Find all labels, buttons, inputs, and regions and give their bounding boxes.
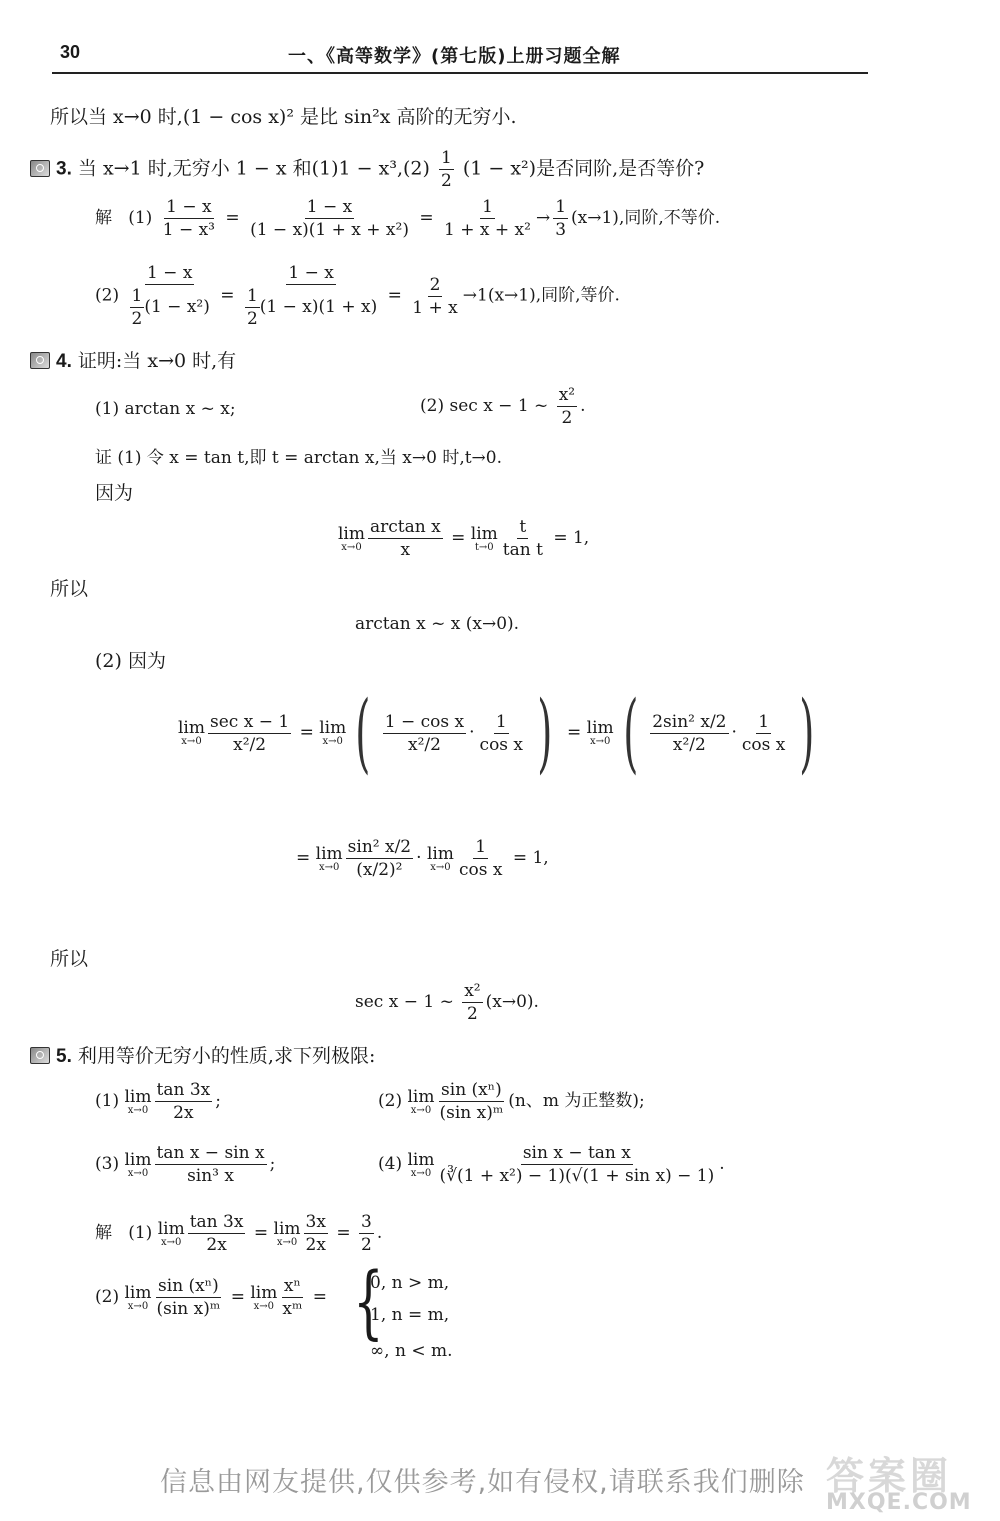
fraction: $\frac{3x}{2x}$ bbox=[305, 1212, 326, 1255]
equation-1: lim x→0 $\frac{\text{arctan x}}{x}$ = lim t→0 $\frac{t}{\text{tan t}}$ = 1, bbox=[338, 517, 590, 560]
limit-operator: lim x→0 bbox=[124, 1149, 152, 1179]
limit-operator: lim x→0 bbox=[315, 843, 343, 873]
problem-5-item-4: (4) lim x→0 $\frac{\text{sin x − tan x}}{\text{(∛(1 + x²) − 1)(√(1 + sin x) − 1)}}$ . bbox=[378, 1143, 725, 1186]
fraction: $\frac{\text{sin (xⁿ)}}{\text{(sin x)ᵐ}}$ bbox=[439, 1080, 504, 1123]
problem-5-solution-1: 解 (1) lim x→0 $\frac{\tan 3x}{2x}$ = lim x→0 $\frac{3x}{2x}$ = $\frac{3}{2}$ . bbox=[95, 1212, 383, 1255]
magnifier-icon bbox=[30, 1047, 50, 1064]
limit-operator: lim x→0 bbox=[407, 1086, 435, 1116]
fraction: $\frac{\text{sin x − tan x}}{\text{(∛(1 + x²) − 1)(√(1 + sin x) − 1)}}$ bbox=[439, 1143, 715, 1186]
fraction: $\frac{t}{\text{tan t}}$ bbox=[502, 517, 543, 560]
fraction: $\frac{\text{1 − cos x}}{\text{x²/2}}$ bbox=[384, 711, 465, 755]
case-3: ∞, n < m. bbox=[370, 1341, 453, 1361]
fraction: 1 − x $\frac{1}{2}$ (1 − x)(1 + x) bbox=[246, 263, 378, 329]
solution-label: 解 bbox=[95, 208, 112, 228]
limit-operator: lim x→0 bbox=[178, 718, 205, 747]
limit-operator: lim x→0 bbox=[319, 718, 347, 747]
limit-operator: lim t→0 bbox=[470, 523, 498, 553]
fraction: $\frac{1}{\text{cos x}}$ bbox=[479, 711, 524, 755]
fraction: $\frac{\tan 3x}{2x}$ bbox=[189, 1212, 244, 1255]
fraction: $\frac{1}{2}$ bbox=[440, 148, 452, 191]
limit-operator: lim x→0 bbox=[586, 718, 614, 747]
page-number: 30 bbox=[60, 42, 81, 62]
proof-part-1: 证 (1) 令 x = tan t,即 t = arctan x,当 x→0 时,t→0. bbox=[95, 448, 503, 468]
fraction: $\frac{\text{sec x − 1}}{\text{x²/2}}$ bbox=[210, 711, 290, 755]
so-label: 所以 bbox=[50, 578, 89, 600]
conclusion-2: sec x − 1 ~ $\frac{\text{x²}}{2}$ (x→0). bbox=[355, 981, 539, 1024]
problem-5-solution-2: (2) lim x→0 $\frac{\text{sin (xⁿ)}}{\text{(sin x)ᵐ}}$ = lim x→0 $\frac{\text{xⁿ}}{\text{xᵐ}}$ = bbox=[95, 1276, 328, 1319]
fraction: $\frac{\text{sin (xⁿ)}}{\text{(sin x)ᵐ}}$ bbox=[156, 1276, 221, 1319]
watermark-site: MXQE.COM bbox=[826, 1490, 972, 1515]
part-label: (1) bbox=[128, 208, 153, 228]
header-rule bbox=[52, 72, 868, 74]
running-header-title: 一、《高等数学》(第七版)上册习题全解 bbox=[288, 46, 621, 67]
fraction: $\frac{\text{x²}}{2}$ bbox=[558, 385, 576, 428]
intro-line: 所以当 x→0 时,(1 − cos x)² 是比 sin²x 高阶的无穷小. bbox=[50, 106, 517, 128]
fraction: $\frac{\text{arctan x}}{x}$ bbox=[370, 517, 441, 560]
fraction: $\frac{2}{1 + x}$ bbox=[412, 274, 458, 318]
fraction: $\frac{\text{tan x − sin x}}{\text{sin³ x}}$ bbox=[156, 1143, 265, 1186]
limit-operator: lim x→0 bbox=[273, 1218, 301, 1248]
conclusion-text: (x→1),同阶,不等价. bbox=[571, 208, 721, 228]
limit-operator: lim x→0 bbox=[124, 1086, 152, 1116]
question-text: 证明:当 x→0 时,有 bbox=[77, 350, 237, 372]
watermark-logo: 答案圈 bbox=[826, 1454, 953, 1498]
question-text: 利用等价无穷小的性质,求下列极限: bbox=[77, 1045, 376, 1067]
fraction: 1 − x $\frac{1}{2}$ (1 − x²) bbox=[131, 263, 210, 329]
conclusion-1: arctan x ~ x (x→0). bbox=[355, 614, 520, 634]
proof-part-2-label: (2) 因为 bbox=[95, 650, 166, 672]
case-1: 0, n > m, bbox=[370, 1273, 450, 1293]
so-label: 所以 bbox=[50, 948, 89, 970]
problem-number: 5. bbox=[56, 1046, 72, 1067]
limit-operator: lim x→0 bbox=[157, 1218, 185, 1248]
fraction: $\frac{\text{xⁿ}}{\text{xᵐ}}$ bbox=[282, 1276, 303, 1319]
magnifier-icon bbox=[30, 160, 50, 177]
fraction: $\frac{\text{x²}}{2}$ bbox=[464, 981, 481, 1024]
problem-4-item-2: (2) sec x − 1 ~ $\frac{\text{x²}}{2}$ . bbox=[420, 385, 586, 428]
limit-operator: lim x→0 bbox=[250, 1282, 278, 1312]
solution-label: 解 bbox=[95, 1223, 112, 1243]
watermark-text: 信息由网友提供,仅供参考,如有侵权,请联系我们删除 bbox=[160, 1467, 805, 1498]
limit-operator: lim x→0 bbox=[407, 1149, 435, 1179]
fraction: $\frac{\tan 3x}{2x}$ bbox=[156, 1080, 211, 1123]
part-label: (2) bbox=[95, 285, 120, 306]
problem-number: 3. bbox=[56, 158, 72, 180]
problem-5-question bbox=[30, 1043, 375, 1070]
fraction: $\frac{\text{2sin² x/2}}{\text{x²/2}}$ bbox=[652, 711, 727, 755]
fraction: $\frac{1}{\text{cos x}}$ bbox=[741, 711, 786, 755]
problem-3-question bbox=[30, 147, 704, 192]
problem-5-item-1: (1) lim x→0 $\frac{\tan 3x}{2x}$ ; bbox=[95, 1080, 221, 1123]
limit-operator: lim x→0 bbox=[124, 1282, 152, 1312]
fraction: $\frac{1 - x}{\text{1 − x³}}$ bbox=[162, 197, 215, 240]
question-text: (1 − x²)是否同阶,是否等价? bbox=[462, 157, 705, 180]
fraction: $\frac{1}{\text{cos x}}$ bbox=[458, 837, 503, 880]
question-text: 当 x→1 时,无穷小 1 − x 和(1)1 − x³,(2) bbox=[77, 157, 430, 180]
fraction: $\frac{1}{\text{1 + x + x²}}$ bbox=[444, 197, 531, 240]
problem-3-solution-2: (2) 1 − x $\frac{1}{2}$ (1 − x²) = 1 − x $\frac{1}{2}$ (1 − x)(1 + x) = $\frac{2}{1 + x}$ →1(x→1),同阶,等价. bbox=[95, 263, 620, 329]
fraction: $\frac{3}{2}$ bbox=[360, 1212, 372, 1255]
equation-3: = lim x→0 $\frac{\text{sin² x/2}}{\text{(x/2)²}}$ · lim x→0 $\frac{1}{\text{cos x}}$ = 1, bbox=[296, 837, 549, 880]
limit-operator: lim x→0 bbox=[426, 843, 454, 873]
fraction: $\frac{1}{3}$ bbox=[555, 197, 567, 240]
magnifier-icon bbox=[30, 352, 50, 369]
fraction: $\frac{1 - x}{\text{(1 − x)(1 + x + x²)}}$ bbox=[250, 197, 409, 240]
problem-4-item-1: (1) arctan x ~ x; bbox=[95, 399, 236, 419]
case-2: 1, n = m, bbox=[370, 1305, 450, 1325]
problem-5-item-2: (2) lim x→0 $\frac{\text{sin (xⁿ)}}{\text{(sin x)ᵐ}}$ (n、m 为正整数); bbox=[378, 1080, 645, 1123]
limit-operator: lim x→0 bbox=[338, 523, 365, 553]
equation-2: lim x→0 $\frac{\text{sec x − 1}}{\text{x²/2}}$ = lim x→0 ( $\frac{\text{1 − cos x}}{\text{x²/2}}$ · $\frac{1}{\text{cos x}}$ ) = lim x→0 ( $\frac{\text{2sin² x/2}}{\text{x²/2}}$ · $\frac{1}{\text{cos x}}$ ) bbox=[178, 683, 815, 783]
problem-4-question bbox=[30, 348, 236, 375]
problem-3-solution-1: 解 (1) $\frac{1 - x}{\text{1 − x³}}$ = $\frac{1 - x}{\text{(1 − x)(1 + x + x²)}}$ = $\frac{1}{\text{1 + x + x²}}$ → $\frac{1}{3}$ (x→1),同阶,不等价. bbox=[95, 197, 721, 240]
case-brace: { bbox=[353, 1255, 384, 1348]
fraction: $\frac{\text{sin² x/2}}{\text{(x/2)²}}$ bbox=[347, 837, 412, 880]
problem-5-item-3: (3) lim x→0 $\frac{\text{tan x − sin x}}{\text{sin³ x}}$ ; bbox=[95, 1143, 276, 1186]
because-label: 因为 bbox=[95, 482, 134, 504]
conclusion-text: 1(x→1),同阶,等价. bbox=[477, 285, 620, 306]
problem-number: 4. bbox=[56, 351, 72, 372]
